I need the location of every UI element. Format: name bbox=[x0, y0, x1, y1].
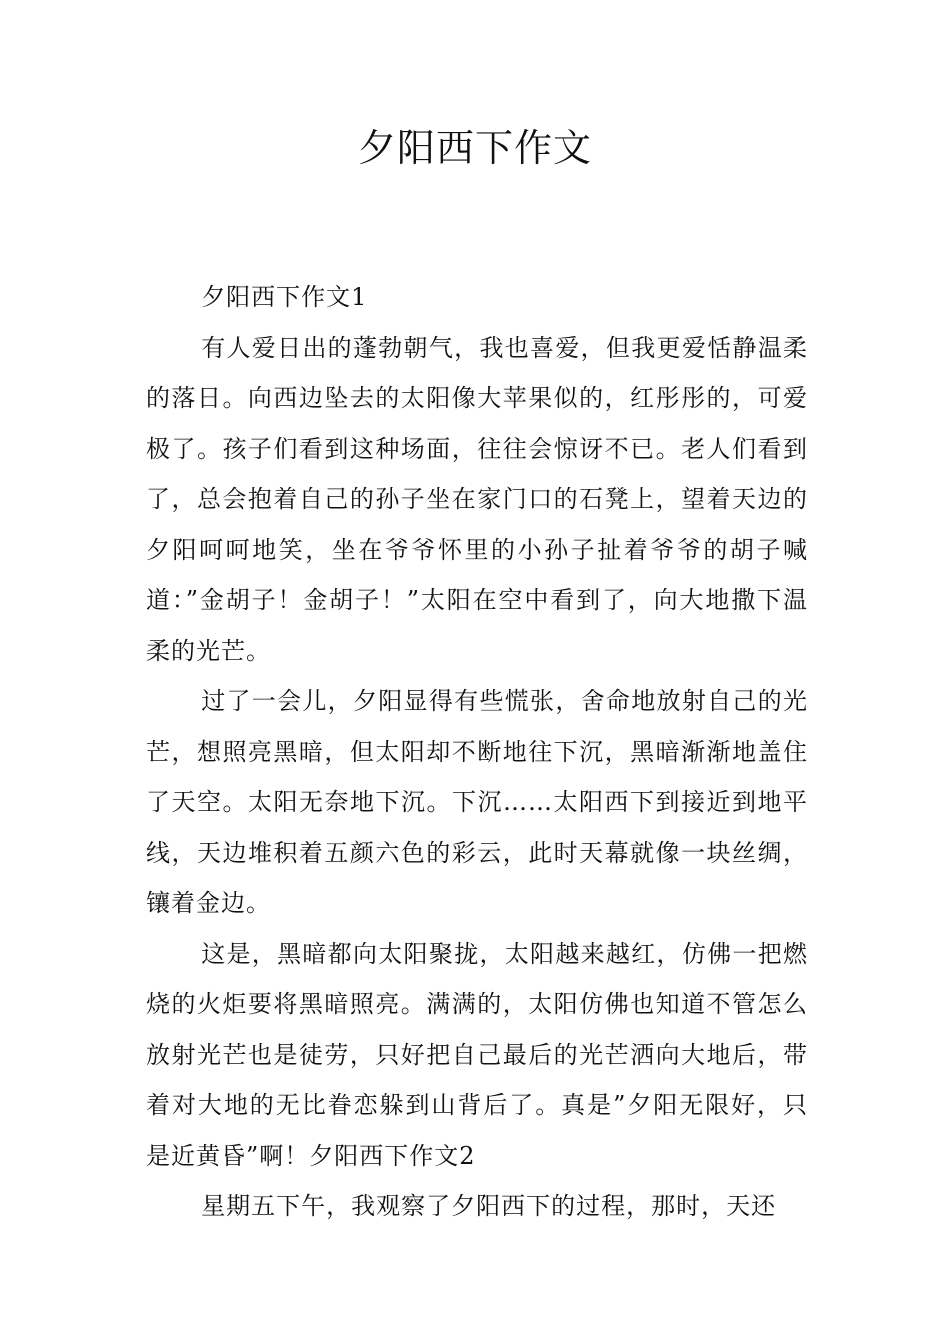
section-heading: 夕阳西下作文1 bbox=[201, 283, 368, 311]
paragraph: 有人爱日出的蓬勃朝气，我也喜爱，但我更爱恬静温柔的落日。向西边坠去的太阳像大苹果似的，红彤彤的，可爱极了。孩子们看到这种场面，往往会惊讶不已。老人们看到了，总会抱着自己的孙子坐在家门口的石凳上，望着天边的夕阳呵呵地笑，坐在爷爷怀里的小孙子扯着爷爷的胡子喊道：”金胡子！金胡子！”太阳在空中看到了，向大地撒下温柔的光芒。 bbox=[146, 333, 808, 665]
paragraph: 这是，黑暗都向太阳聚拢，太阳越来越红，仿佛一把燃烧的火炬要将黑暗照亮。满满的，太阳仿佛也知道不管怎么放射光芒也是徒劳，只好把自己最后的光芒洒向大地后，带着对大地的无比眷恋躲到山背后了。真是”夕阳无限好，只是近黄昏”啊！夕阳西下作文2 bbox=[146, 939, 808, 1170]
paragraph: 过了一会儿，夕阳显得有些慌张，舍命地放射自己的光芒，想照亮黑暗，但太阳却不断地往下沉，黑暗渐渐地盖住了天空。太阳无奈地下沉。下沉……太阳西下到接近到地平线，天边堆积着五颜六色的彩云，此时天幕就像一块丝绸，镶着金边。 bbox=[146, 687, 808, 917]
paragraph: 星期五下午，我观察了夕阳西下的过程，那时，天还 bbox=[201, 1192, 777, 1220]
document-title: 夕阳西下作文 bbox=[357, 126, 592, 170]
document-body bbox=[146, 272, 808, 1232]
